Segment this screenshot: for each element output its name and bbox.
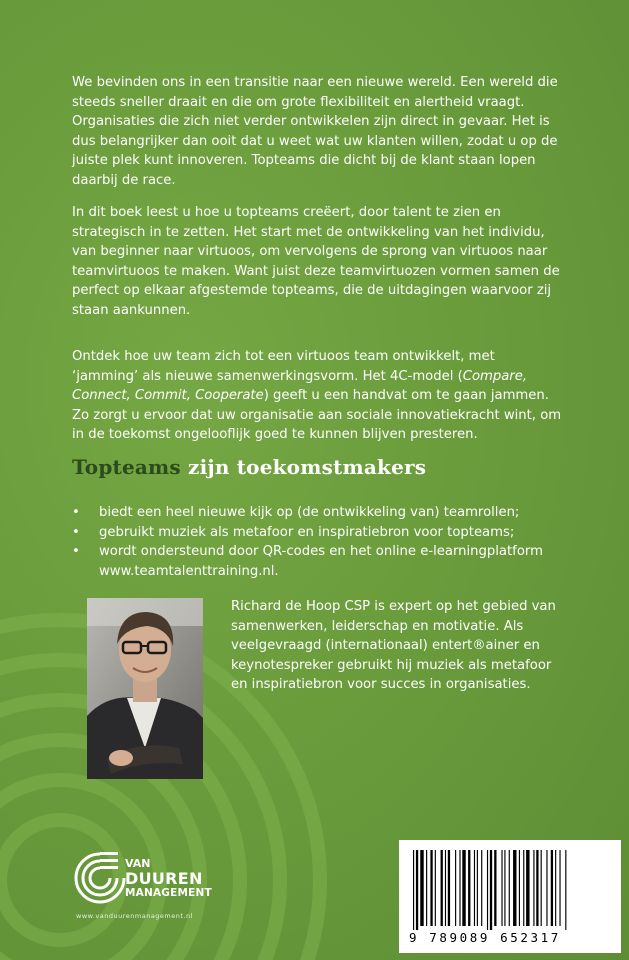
headline-part-1: Topteams: [72, 455, 181, 479]
list-item: • wordt ondersteund door QR-codes en het online e-learningplatform www.teamtalenttraining.nl.: [72, 544, 543, 579]
publisher-name: [125, 857, 212, 900]
isbn-barcode: [399, 840, 621, 953]
publisher-url: www.vanduurenmanagement.nl: [76, 912, 193, 920]
publisher-line-2: DUUREN: [125, 869, 203, 888]
bullet-icon: •: [72, 524, 80, 540]
intro-paragraph-3: Ontdek hoe uw team zich tot een virtuoos team ontwikkelt, met ‘jamming’ als nieuwe samenwerkingsvorm. Het 4C-model (Compare, Connect, Commit, Cooperate) geeft u een handvat om te gaan jammen. Zo zorgt u ervoor dat uw organisatie aan sociale innovatiekracht wint, om in de toekomst ongelooflijk goed te kunnen blijven presteren.: [72, 349, 562, 443]
headline-part-2: zijn toekomstmakers: [188, 455, 427, 479]
feature-list: [72, 503, 572, 581]
isbn-number: 9 789089 652317: [409, 930, 561, 945]
publisher-line-3: MANAGEMENT: [125, 887, 212, 899]
author-portrait-icon: [87, 598, 203, 779]
publisher-line-1: VAN: [125, 857, 151, 870]
author-photo: [87, 598, 203, 779]
list-item: • gebruikt muziek als metafoor en inspiratiebron voor topteams;: [72, 523, 572, 543]
intro-paragraph-2: In dit boek leest u hoe u topteams creëert, door talent te zien en strategisch in te zetten. Het start met de ontwikkeling van het individu, van beginner naar virtuoos, om vervolgens de sprong van virtuoos naar teamvirtuoos te maken. Want juist deze teamvirtuozen vormen samen de perfect op elkaar afgestemde topteams, die de uitdagingen waarvoor zij staan aankunnen.: [72, 205, 560, 318]
headline: [72, 455, 426, 479]
list-item: • biedt een heel nieuwe kijk op (de ontwikkeling van) teamrollen;: [72, 503, 572, 523]
barcode-icon: [411, 850, 607, 930]
author-bio: Richard de Hoop CSP is expert op het gebied van samenwerken, leiderschap en motivatie. Als veelgevraagd (internationaal) entert®ainer en keynotespreker gebruikt hij muziek als metafoor en inspiratiebron voor succes in organisaties.: [231, 599, 556, 693]
bullet-icon: •: [72, 505, 80, 520]
bullet-icon: •: [72, 544, 80, 560]
intro-paragraph-1: We bevinden ons in een transitie naar een nieuwe wereld. Een wereld die steeds sneller draait en die om grote flexibiliteit en alertheid vraagt. Organisaties die zich niet verder ontwikkelen zijn direct in gevaar. Het is dus belangrijker dan ooit dat u weet wat uw klanten willen, zodat u op de juiste plek kunt innoveren. Topteams die dicht bij de klant staan lopen daarbij de race.: [72, 75, 558, 188]
